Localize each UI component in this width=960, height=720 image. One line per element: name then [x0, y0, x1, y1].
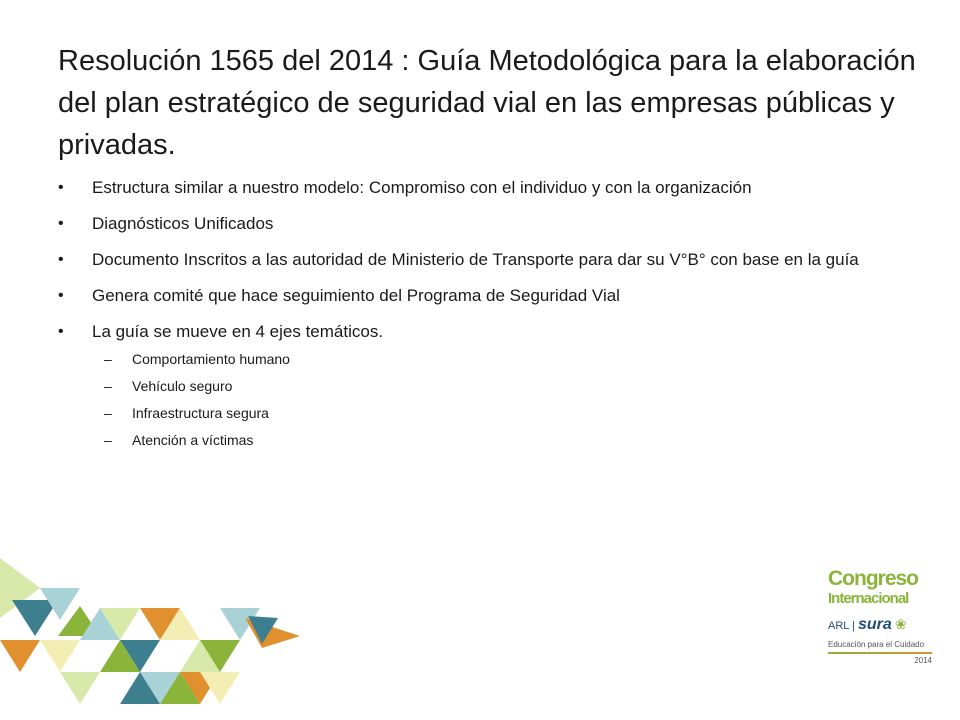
bullet-text: Diagnósticos Unificados: [92, 214, 274, 233]
bullet-marker: •: [58, 287, 64, 304]
logo-brand: sura: [857, 616, 892, 633]
bullet-item: [58, 248, 908, 272]
sub-bullet-item: [92, 377, 908, 395]
sub-bullet-text: Comportamiento humano: [132, 351, 290, 367]
sub-bullet-item: [92, 404, 908, 422]
sub-bullet-marker: –: [104, 405, 112, 421]
sub-bullet-text: Infraestructura segura: [132, 405, 269, 421]
bullet-text: Genera comité que hace seguimiento del Programa de Seguridad Vial: [92, 286, 620, 305]
sub-bullet-text: Atención a víctimas: [132, 432, 254, 448]
sub-bullet-item: [92, 431, 908, 449]
congreso-sura-logo: [828, 568, 938, 688]
bullet-list: [58, 176, 908, 461]
bullet-marker: •: [58, 251, 64, 268]
sub-bullet-marker: –: [104, 351, 112, 367]
logo-arl: ARL: [828, 620, 849, 632]
bullet-item: [58, 176, 908, 200]
triangle-shape: [0, 640, 40, 672]
sub-bullet-marker: –: [104, 432, 112, 448]
bullet-item: [58, 320, 908, 449]
logo-line1: Congreso: [828, 567, 919, 590]
bullet-item: [58, 284, 908, 308]
triangle-shape: [60, 672, 100, 704]
bullet-marker: •: [58, 323, 64, 340]
sura-swoosh-icon: ❀: [894, 616, 907, 632]
logo-divider: [828, 652, 932, 654]
sub-bullet-item: [92, 350, 908, 368]
logo-line2: Internacional: [828, 590, 909, 607]
triangle-pattern-decoration: [0, 548, 310, 720]
triangle-shape: [40, 640, 80, 672]
slide-title: Resolución 1565 del 2014 : Guía Metodológica para la elaboración del plan estratégico de seguridad vial en las empresas públicas y privadas.: [58, 45, 916, 161]
sub-bullet-list: [92, 350, 908, 449]
bullet-marker: •: [58, 215, 64, 232]
sub-bullet-text: Vehículo seguro: [132, 378, 233, 394]
logo-arl-row: ARL | sura ❀: [828, 616, 907, 633]
bullet-text: Estructura similar a nuestro modelo: Compromiso con el individuo y con la organización: [92, 178, 752, 197]
bullet-text: La guía se mueve en 4 ejes temáticos.: [92, 322, 384, 341]
logo-year: 2014: [914, 656, 932, 665]
logo-tagline: Educación para el Cuidado: [828, 640, 925, 649]
sub-bullet-marker: –: [104, 378, 112, 394]
bullet-text: Documento Inscritos a las autoridad de Ministerio de Transporte para dar su V°B° con base en la guía: [92, 250, 859, 269]
bullet-marker: •: [58, 179, 64, 196]
bullet-item: [58, 212, 908, 236]
